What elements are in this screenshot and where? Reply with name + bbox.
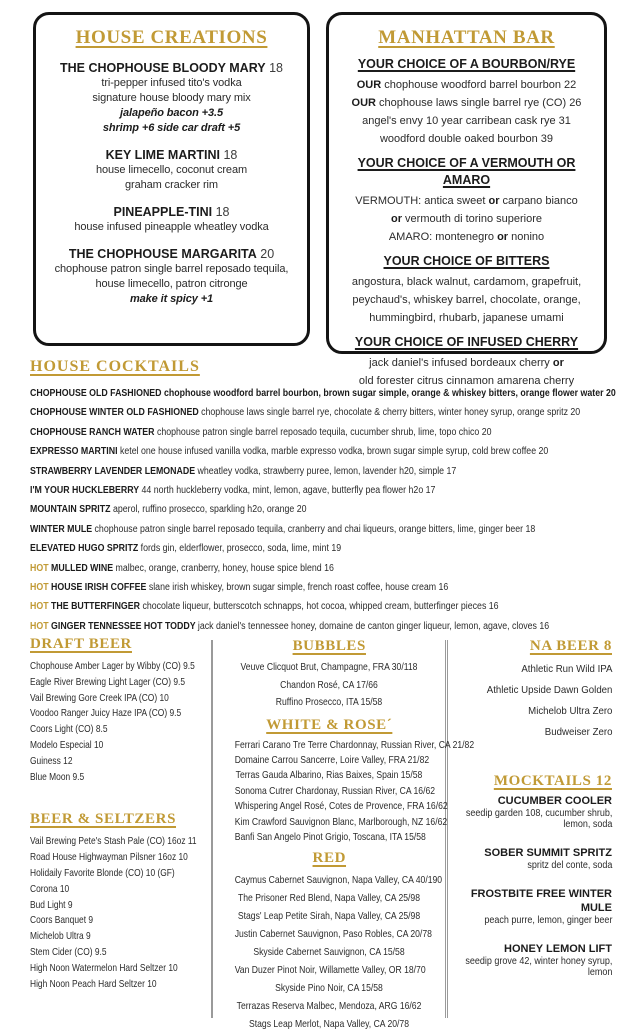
beer-seltzers-items bbox=[30, 834, 210, 992]
bottom-columns bbox=[30, 636, 616, 1031]
list-item: Athletic Upside Dawn Golden bbox=[486, 684, 612, 696]
item-name-row bbox=[42, 147, 301, 163]
item-desc: ketel one house infused vanilla vodka, marble expresso vodka, brown sugar simple syrup, cold brew coffee 20 bbox=[119, 446, 549, 458]
menu-item bbox=[42, 147, 301, 193]
item-desc: chophouse patron single barrel reposado tequila, cranberry and chai liqueurs, orange bitters, lime, ginger beer 18 bbox=[94, 523, 536, 535]
item-name: GINGER TENNESSEE HOT TODDY bbox=[51, 620, 198, 632]
item-name: KEY LIME MARTINI bbox=[105, 148, 220, 162]
list-item: Voodoo Ranger Juicy Haze IPA (CO) 9.5 bbox=[30, 707, 182, 720]
item-desc: carpano bianco bbox=[499, 195, 578, 207]
na-column bbox=[449, 636, 616, 1020]
cocktail-line bbox=[30, 423, 547, 442]
mocktail-desc-line: lemon, soda bbox=[562, 819, 612, 830]
list-item: Ruffino Prosecco, ITA 15/58 bbox=[276, 696, 383, 708]
choice-line bbox=[335, 76, 598, 94]
item-price: 18 bbox=[265, 61, 283, 75]
choice-line bbox=[335, 112, 598, 130]
item-name: PINEAPPLE-TINI bbox=[113, 205, 213, 219]
mocktail-desc-line: spritz del conte, soda bbox=[526, 860, 612, 871]
item-name: WINTER MULE bbox=[30, 523, 95, 535]
list-item: Athletic Run Wild IPA bbox=[520, 663, 612, 675]
list-item: Skyside Pino Noir, CA 15/58 bbox=[275, 982, 384, 995]
list-item: Terras Gauda Albarino, Rias Baixes, Spain 15/58 bbox=[235, 769, 423, 782]
cocktail-line bbox=[30, 617, 550, 636]
item-desc: 44 north huckleberry vodka, mint, lemon, agave, butterfly pea flower h2o 17 bbox=[141, 485, 436, 497]
list-item: Van Duzer Pinot Noir, Willamette Valley, OR 18/70 bbox=[234, 964, 426, 977]
choice-line bbox=[335, 94, 598, 112]
mocktail-name: SOBER SUMMIT SPRITZ bbox=[484, 847, 612, 859]
list-item: Veuve Clicquot Brut, Champagne, FRA 30/118 bbox=[240, 661, 418, 673]
item-desc-line: signature house bloody mary mix bbox=[92, 92, 251, 104]
choice-line bbox=[335, 210, 598, 228]
mocktail-name: HONEY LEMON LIFT bbox=[504, 943, 612, 955]
item-desc-line: make it spicy +1 bbox=[129, 293, 214, 305]
list-item: Stags' Leap Petite Sirah, Napa Valley, CA 25/98 bbox=[238, 910, 421, 923]
item-desc: angostura, black walnut, cardamom, grapefruit, bbox=[351, 276, 582, 288]
item-name: THE CHOPHOUSE MARGARITA bbox=[68, 247, 257, 261]
house-creations-box bbox=[33, 12, 310, 346]
choice-line bbox=[335, 228, 598, 246]
list-item: Coors Banquet 9 bbox=[30, 914, 94, 927]
red-title: RED bbox=[312, 850, 347, 867]
item-price: 18 bbox=[219, 148, 238, 162]
item-desc: angel's envy 10 year carribean cask rye 31 bbox=[362, 115, 571, 127]
item-desc-line: jalapeño bacon +3.5 bbox=[120, 107, 223, 119]
list-item: Vail Brewing Pete's Stash Pale (CO) 16oz 11 bbox=[30, 835, 197, 848]
list-item: Chandon Rosé, CA 17/66 bbox=[280, 678, 379, 691]
item-desc-line: house infused pineapple wheatley vodka bbox=[74, 221, 269, 233]
item-name: CHOPHOUSE OLD FASHIONED chophouse woodford barrel bourbon, brown sugar simple, orange & whiskey bitters, orange flower water 20 bbox=[30, 388, 616, 399]
list-item: Corona 10 bbox=[30, 882, 70, 895]
choice-line bbox=[335, 130, 598, 148]
list-item: Whispering Angel Rosé, Cotes de Provence, FRA 16/62 bbox=[234, 800, 448, 813]
choice-heading: YOUR CHOICE OF A BOURBON/RYE bbox=[357, 57, 576, 71]
list-item: Modelo Especial 10 bbox=[30, 738, 104, 751]
house-creations-items bbox=[42, 60, 301, 307]
beer-column bbox=[30, 636, 210, 1020]
item-name: CHOPHOUSE RANCH WATER bbox=[30, 426, 157, 438]
cocktail-line bbox=[30, 597, 547, 616]
item-desc-line: chophouse patron single barrel reposado tequila, bbox=[54, 263, 289, 275]
item-name: or bbox=[390, 213, 402, 225]
na-beer-title: NA BEER 8 bbox=[529, 638, 612, 654]
item-desc: chocolate liqueur, butterscotch schnapps, hot cocoa, whipped cream, butterfinger pieces 16 bbox=[142, 601, 499, 613]
item-name: OUR bbox=[356, 79, 382, 91]
list-item: Guiness 12 bbox=[30, 754, 73, 767]
item-desc: AMARO: montenegro bbox=[388, 231, 498, 243]
list-item: High Noon Watermelon Hard Seltzer 10 bbox=[30, 961, 178, 974]
beer-seltzers-title: BEER & SELTZERS bbox=[30, 811, 177, 828]
white-rose-items bbox=[214, 738, 475, 846]
item-name-row bbox=[42, 246, 301, 262]
list-item: Michelob Ultra Zero bbox=[527, 705, 612, 717]
cocktail-line bbox=[30, 481, 547, 500]
bubbles-items bbox=[214, 659, 444, 712]
menu-item bbox=[42, 204, 301, 235]
list-item: Road House Highwayman Pilsner 16oz 10 bbox=[30, 851, 188, 864]
manhattan-bar-box bbox=[326, 12, 607, 387]
list-item: Kim Crawford Sauvignon Blanc, Marlborough, NZ 16/62 bbox=[234, 815, 448, 828]
choice-line bbox=[335, 192, 598, 210]
house-creations-title: HOUSE CREATIONS bbox=[75, 27, 268, 48]
cocktail-line bbox=[30, 403, 581, 422]
item-desc: slane irish whiskey, brown sugar simple, french roast coffee, house cream 16 bbox=[148, 582, 449, 594]
list-item: Coors Light (CO) 8.5 bbox=[30, 723, 108, 736]
mocktail-item bbox=[449, 846, 612, 871]
mocktail-desc-line: peach purre, lemon, ginger beer bbox=[483, 915, 612, 926]
menu-item bbox=[42, 246, 301, 307]
mocktails-title: MOCKTAILS 12 bbox=[493, 773, 612, 789]
choice-heading: YOUR CHOICE OF BITTERS bbox=[383, 254, 550, 268]
hot-label: HOT bbox=[30, 601, 52, 613]
na-beer-items bbox=[449, 659, 612, 743]
list-item: Michelob Ultra 9 bbox=[30, 930, 91, 943]
item-desc: old forester citrus cinnamon amarena cherry bbox=[358, 375, 575, 387]
column-divider-right bbox=[445, 640, 447, 1018]
item-desc: VERMOUTH: antica sweet bbox=[355, 195, 489, 207]
list-item: Bud Light 9 bbox=[30, 898, 73, 911]
item-desc-line: shrimp +6 side car draft +5 bbox=[102, 122, 241, 134]
item-name: MULLED WINE bbox=[51, 562, 116, 574]
item-desc: woodford double oaked bourbon 39 bbox=[379, 133, 554, 145]
list-item: Stem Cider (CO) 9.5 bbox=[30, 945, 107, 958]
item-desc: chophouse laws single barrel rye (CO) 26 bbox=[376, 97, 582, 109]
choice-line bbox=[335, 291, 598, 309]
choice-line bbox=[335, 273, 598, 291]
list-item: High Noon Peach Hard Seltzer 10 bbox=[30, 977, 157, 990]
hot-label: HOT bbox=[30, 582, 52, 594]
list-item: The Prisoner Red Blend, Napa Valley, CA 25/98 bbox=[238, 892, 421, 905]
manhattan-bar-groups bbox=[335, 56, 598, 390]
list-item: Justin Cabernet Sauvignon, Paso Robles, CA 20/78 bbox=[234, 928, 433, 941]
choice-heading: YOUR CHOICE OF INFUSED CHERRY bbox=[354, 335, 579, 349]
bubbles-title: BUBBLES bbox=[292, 638, 366, 654]
item-name: THE BUTTERFINGER bbox=[51, 601, 143, 613]
wine-column bbox=[214, 636, 475, 1031]
item-name: STRAWBERRY LAVENDER LEMONADE bbox=[30, 465, 198, 477]
item-desc-line: house limecello, coconut cream bbox=[95, 164, 248, 176]
cocktail-line bbox=[30, 500, 547, 519]
list-item: Ferrari Carano Tre Terre Chardonnay, Russian River, CA 21/82 bbox=[234, 738, 475, 751]
list-item: Sonoma Cutrer Chardonay, Russian River, CA 16/62 bbox=[234, 784, 436, 797]
item-price: 20 bbox=[256, 247, 275, 261]
list-item: Chophouse Amber Lager by Wibby (CO) 9.5 bbox=[30, 660, 195, 672]
mocktail-item bbox=[449, 887, 612, 926]
item-name: HOUSE IRISH COFFEE bbox=[51, 582, 149, 594]
item-name: MOUNTAIN SPRITZ bbox=[30, 504, 113, 516]
item-name-row bbox=[42, 204, 301, 220]
choice-group bbox=[335, 155, 598, 246]
choice-group bbox=[335, 56, 598, 148]
draft-beer-title: DRAFT BEER bbox=[30, 636, 132, 652]
list-item: Stags Leap Merlot, Napa Valley, CA 20/78 bbox=[249, 1018, 410, 1031]
item-desc: jack daniel's infused bordeaux cherry bbox=[369, 357, 553, 369]
choice-line bbox=[335, 309, 598, 327]
item-desc: chophouse patron single barrel reposado tequila, cucumber shrub, lime, topo chico 20 bbox=[156, 426, 492, 438]
item-name: OUR bbox=[351, 97, 376, 109]
choice-heading: YOUR CHOICE OF A VERMOUTH OR AMARO bbox=[357, 156, 576, 187]
item-name: or bbox=[552, 357, 564, 369]
red-items bbox=[214, 871, 444, 1033]
mocktail-desc-line: seedip garden 108, cucumber shrub, bbox=[465, 808, 612, 819]
cocktail-line bbox=[30, 559, 547, 578]
list-item: Blue Moon 9.5 bbox=[30, 770, 85, 783]
column-divider-left bbox=[211, 640, 213, 1018]
item-desc: hummingbird, rhubarb, japanese umami bbox=[369, 312, 564, 324]
cocktail-line bbox=[30, 539, 547, 558]
item-name: CHOPHOUSE WINTER OLD FASHIONED bbox=[30, 407, 202, 419]
manhattan-bar-title: MANHATTAN BAR bbox=[378, 27, 555, 48]
item-name: or bbox=[488, 195, 500, 207]
hot-label: HOT bbox=[30, 620, 52, 632]
item-desc: jack daniel's tennessee honey, domaine de canton ginger liqueur, lemon, agave, cloves 16 bbox=[197, 620, 550, 632]
item-desc-line: graham cracker rim bbox=[125, 179, 218, 191]
item-price: 18 bbox=[212, 205, 230, 219]
hot-label: HOT bbox=[30, 562, 52, 574]
item-name-row bbox=[42, 60, 301, 76]
item-name: or bbox=[497, 231, 509, 243]
mocktail-item bbox=[449, 794, 612, 830]
item-desc-line: house limecello, patron citronge bbox=[95, 278, 248, 290]
item-desc: malbec, orange, cranberry, honey, house spice blend 16 bbox=[115, 562, 334, 574]
cocktail-line bbox=[30, 384, 616, 403]
house-cocktails-title: HOUSE COCKTAILS bbox=[30, 358, 200, 375]
list-item: Holidaily Favorite Blonde (CO) 10 (GF) bbox=[30, 866, 175, 879]
item-desc: wheatley vodka, strawberry puree, lemon, lavender h20, simple 17 bbox=[197, 465, 457, 477]
draft-beer-items bbox=[30, 659, 210, 785]
item-name: I'M YOUR HUCKLEBERRY bbox=[30, 485, 142, 497]
list-item: Skyside Cabernet Sauvignon, CA 15/58 bbox=[253, 946, 405, 959]
mocktail-item bbox=[449, 942, 612, 978]
item-desc: aperol, ruffino prosecco, sparkling h2o, orange 20 bbox=[112, 504, 307, 516]
mocktail-name: CUCUMBER COOLER bbox=[497, 795, 612, 807]
mocktails-items bbox=[449, 794, 612, 978]
house-cocktails-lines bbox=[30, 384, 618, 636]
mocktail-desc-line: seedip grove 42, winter honey syrup, bbox=[464, 956, 612, 967]
item-desc: chophouse woodford barrel bourbon 22 bbox=[381, 79, 577, 91]
cocktail-line bbox=[30, 442, 547, 461]
list-item: Terrazas Reserva Malbec, Mendoza, ARG 16/62 bbox=[236, 1000, 422, 1013]
item-name: ELEVATED HUGO SPRITZ bbox=[30, 543, 141, 555]
white-rose-title: WHITE & ROSE´ bbox=[266, 716, 393, 733]
item-desc: vermouth di torino superiore bbox=[401, 213, 542, 225]
list-item: Banfi San Angelo Pinot Grigio, Toscana, ITA 15/58 bbox=[234, 830, 427, 843]
list-item: Eagle River Brewing Light Lager (CO) 9.5 bbox=[30, 675, 186, 688]
item-name: THE CHOPHOUSE BLOODY MARY bbox=[60, 61, 266, 75]
item-desc-line: tri-pepper infused tito's vodka bbox=[101, 77, 242, 89]
house-cocktails-section bbox=[30, 358, 618, 636]
item-desc: chophouse laws single barrel rye, chocolate & cherry bitters, winter honey syrup, orange spritz 20 bbox=[201, 407, 581, 419]
mocktail-name: FROSTBITE FREE WINTER MULE bbox=[470, 888, 612, 914]
list-item: Vail Brewing Gore Creek IPA (CO) 10 bbox=[30, 691, 169, 704]
item-desc: nonino bbox=[508, 231, 545, 243]
list-item: Caymus Cabernet Sauvignon, Napa Valley, CA 40/190 bbox=[234, 874, 443, 887]
menu-item bbox=[42, 60, 301, 136]
cocktail-line bbox=[30, 578, 547, 597]
list-item: Domaine Carrou Sancerre, Loire Valley, FRA 21/82 bbox=[234, 753, 430, 766]
cocktail-line bbox=[30, 520, 547, 539]
item-desc: peychaud's, whiskey barrel, chocolate, orange, bbox=[352, 294, 581, 306]
item-desc: fords gin, elderflower, prosecco, soda, lime, mint 19 bbox=[140, 543, 342, 555]
cocktail-line bbox=[30, 462, 547, 481]
mocktail-desc-line: lemon bbox=[587, 967, 612, 978]
list-item: Budweiser Zero bbox=[544, 726, 612, 738]
choice-group bbox=[335, 253, 598, 327]
item-name: EXPRESSO MARTINI bbox=[30, 446, 120, 458]
